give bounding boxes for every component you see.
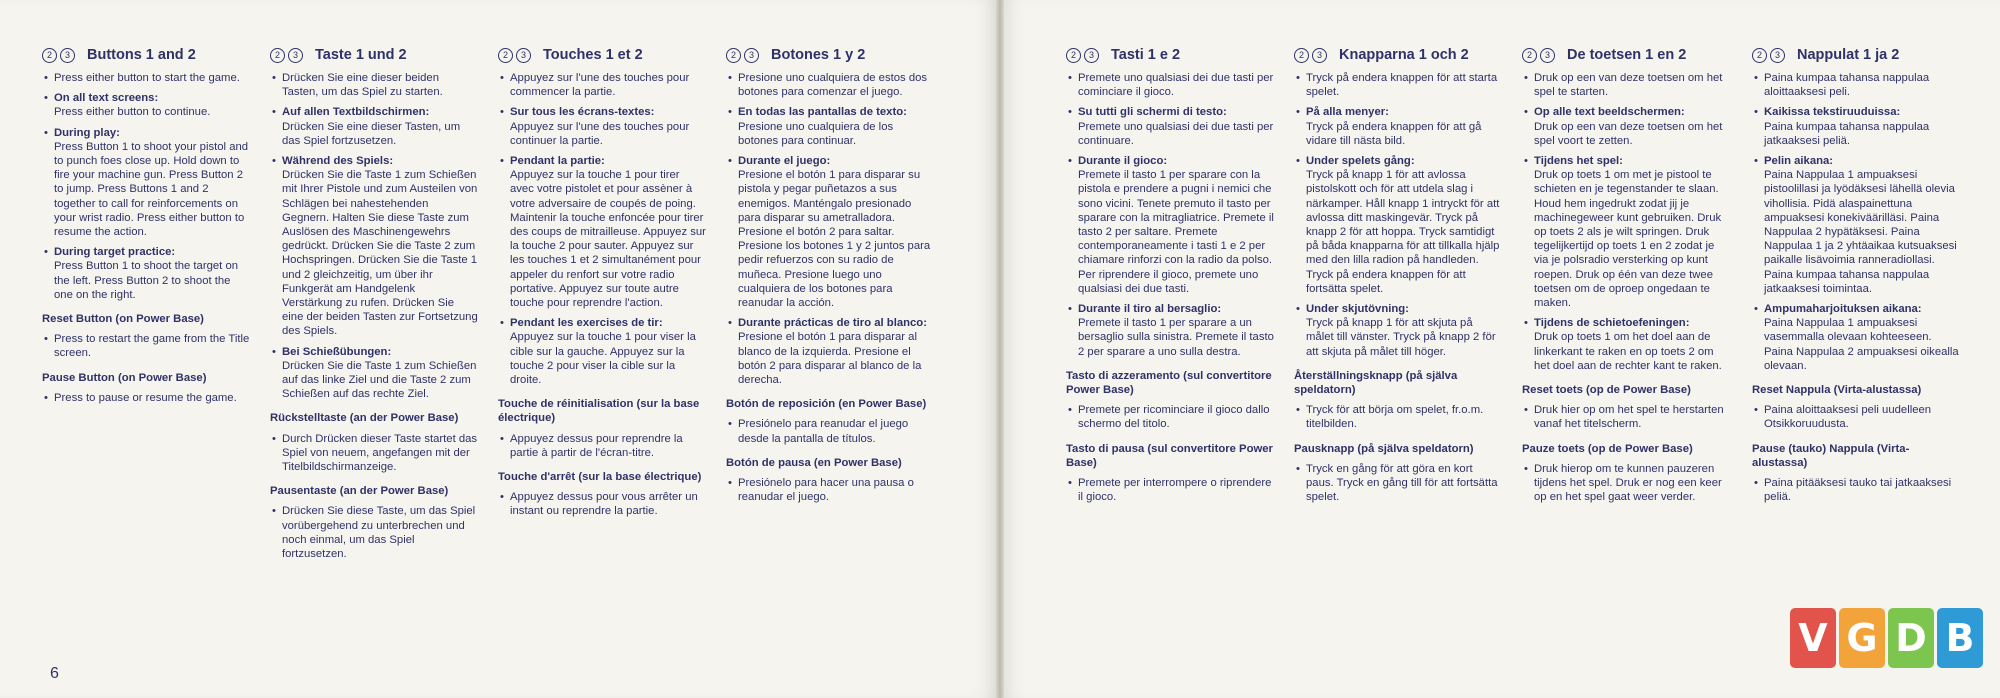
instruction-text: • Tryck på endera knappen för att starta spelet. — [1306, 72, 1498, 99]
instruction-item — [270, 345, 478, 402]
instruction-item — [42, 71, 250, 85]
section-item: • Drücken Sie diese Taste, um das Spiel vorübergehend zu unterbrechen und noch einmal, um das Spiel fortzusetzen. — [270, 504, 478, 561]
column-3 — [498, 48, 706, 525]
instruction-item — [1752, 302, 1960, 373]
section-list — [270, 504, 478, 561]
instruction-text: Presione uno cualquiera de los botones para continuar. — [738, 120, 894, 147]
instruction-item — [1294, 302, 1502, 359]
instruction-item — [1752, 71, 1960, 99]
controller-button-icon: 3 — [288, 48, 303, 63]
column-4 — [726, 48, 934, 510]
controller-button-icon: 3 — [516, 48, 531, 63]
logo-tile-d: D — [1888, 608, 1934, 668]
instruction-item — [1522, 154, 1730, 310]
instruction-item — [1066, 71, 1274, 99]
controller-button-icon: 3 — [1312, 48, 1327, 63]
section-list — [726, 476, 934, 504]
instruction-item — [726, 105, 934, 148]
section-heading: Reset Nappula (Virta-alustassa) — [1752, 384, 1922, 397]
instruction-text: Appuyez sur l'une des touches pour continuer la partie. — [510, 120, 690, 147]
instruction-text: • Premete uno qualsiasi dei due tasti per cominciare il gioco. — [1078, 72, 1274, 99]
instruction-item — [498, 154, 706, 310]
controller-button-icon: 3 — [1540, 48, 1555, 63]
instruction-item — [1294, 154, 1502, 296]
instruction-text: Drücken Sie die Taste 1 zum Schießen auf das linke Ziel und die Taste 2 zum Schießen auf das rechte Ziel. — [282, 359, 477, 401]
instruction-title: • Durante el juego: — [738, 155, 831, 168]
instruction-text: • Press either button to start the game. — [54, 72, 240, 84]
instruction-text: Press Button 1 to shoot the target on the left. Press Button 2 to shoot the one on the right. — [54, 260, 239, 301]
section-heading: Pausknapp (på själva speldatorn) — [1294, 442, 1474, 455]
instruction-item — [270, 154, 478, 339]
section-item: • Premete per interrompere o riprendere il gioco. — [1066, 476, 1274, 504]
button-instructions-list — [1522, 71, 1730, 373]
instruction-title: • Pendant les exercises de tir: — [510, 317, 663, 330]
instruction-item — [726, 71, 934, 99]
controller-button-icon: 2 — [270, 48, 285, 63]
column-8 — [1752, 48, 1960, 510]
button-instructions-list — [1752, 71, 1960, 373]
controller-button-icon: 3 — [1770, 48, 1785, 63]
instruction-text: Press Button 1 to shoot your pistol and to punch foes close up. Hold down to fire your machine gun. Press Button 2 to jump. Press Buttons 1 and 2 together to call for reinforcements on your wrist radio. Press either button to resume the action. — [54, 140, 249, 239]
instruction-title: • Durante il gioco: — [1078, 155, 1168, 168]
instruction-title: • Bei Schießübungen: — [282, 345, 392, 358]
column-heading — [1066, 48, 1274, 63]
section-list — [1294, 462, 1502, 505]
section-list — [726, 417, 934, 445]
instruction-item — [498, 105, 706, 148]
column-title: Botones 1 y 2 — [771, 47, 866, 64]
section-heading: Touche d'arrêt (sur la base électrique) — [498, 471, 702, 484]
instruction-text: Press either button to continue. — [54, 106, 211, 119]
instruction-item — [1522, 71, 1730, 99]
controller-button-icon: 2 — [726, 48, 741, 63]
instruction-item — [726, 154, 934, 310]
instruction-title: • På alla menyer: — [1306, 106, 1389, 119]
instruction-title: • Pendant la partie: — [510, 155, 605, 168]
column-heading — [1294, 48, 1502, 63]
instruction-text: Tryck på knapp 1 för att skjuta på målet till vänster. Tryck på knapp 2 för att skjuta på målet till höger. — [1306, 317, 1496, 358]
section-heading: Botón de pausa (en Power Base) — [726, 456, 902, 469]
instruction-text: Presione el botón 1 para disparar su pistola y pegar puñetazos a sus enemigos. Manténgalo presionado para disparar su ametralladora. Presione el botón 2 para saltar. Presione los botones 1 y 2 juntos para pedir refuerzos con su radio de muñeca. Presione luego uno cualquiera de los botones para reanudar la acción. — [738, 169, 931, 310]
section-heading: Pause (tauko) Nappula (Virta-alustassa) — [1752, 442, 1910, 469]
section-heading: Reset toets (op de Power Base) — [1522, 384, 1691, 397]
column-heading — [1522, 48, 1730, 63]
instruction-text: • Druk op een van deze toetsen om het spel te starten. — [1534, 72, 1723, 99]
instruction-item — [1522, 105, 1730, 148]
section-list — [42, 332, 250, 360]
section-list — [1294, 403, 1502, 431]
section-heading: Rückstelltaste (an der Power Base) — [270, 412, 459, 425]
instruction-title: • Kaikissa tekstiruuduissa: — [1764, 106, 1901, 119]
section-item: • Paina aloittaaksesi peli uudelleen Otsikkoruudusta. — [1752, 403, 1960, 431]
section-list — [1066, 476, 1274, 504]
column-heading — [42, 48, 250, 63]
instruction-item — [270, 71, 478, 99]
instruction-text: Paina Nappulaa 1 ampuaksesi vasemmalla olevaan kohteeseen. Paina Nappulaa 2 ampuaksesi oikealla olevaan. — [1764, 317, 1959, 372]
logo-tile-v: V — [1790, 608, 1836, 668]
instruction-text: Appuyez sur la touche 1 pour viser la cible sur la gauche. Appuyez sur la touche 2 pour viser la cible sur la droite. — [510, 331, 696, 387]
section-item: • Appuyez dessus pour reprendre la partie à partir de l'écran-titre. — [498, 432, 706, 460]
instruction-title: • During target practice: — [54, 246, 176, 259]
instruction-title: • En todas las pantallas de texto: — [738, 106, 907, 119]
column-title: Nappulat 1 ja 2 — [1797, 47, 1900, 64]
instruction-item — [1066, 105, 1274, 148]
instruction-text: Tryck på endera knappen för att gå vidare till nästa bild. — [1306, 120, 1482, 147]
button-instructions-list — [498, 71, 706, 387]
controller-button-icon: 3 — [1084, 48, 1099, 63]
instruction-title: • Ampumaharjoituksen aikana: — [1764, 303, 1922, 316]
section-item: • Press to restart the game from the Title screen. — [42, 332, 250, 360]
instruction-item — [1752, 105, 1960, 148]
section-item: • Tryck för att börja om spelet, fr.o.m. titelbilden. — [1294, 403, 1502, 431]
section-item: • Presiónelo para reanudar el juego desde la pantalla de títulos. — [726, 417, 934, 445]
instruction-text: • Drücken Sie eine dieser beiden Tasten, um das Spiel zu starten. — [282, 72, 443, 99]
vgdb-logo — [1790, 608, 1983, 668]
section-list — [1066, 403, 1274, 431]
instruction-item — [1522, 316, 1730, 373]
controller-button-icon: 2 — [42, 48, 57, 63]
column-heading — [1752, 48, 1960, 63]
instruction-text: Presione el botón 1 para disparar al blanco de la izquierda. Presione el botón 2 para disparar al blanco de la derecha. — [738, 331, 922, 387]
section-item: • Durch Drücken dieser Taste startet das Spiel von neuem, angefangen mit der Titelbildschirmanzeige. — [270, 432, 478, 475]
instruction-title: • On all text screens: — [54, 92, 159, 105]
section-list — [1522, 403, 1730, 431]
instruction-text: Drücken Sie die Taste 1 zum Schießen mit Ihrer Pistole und zum Austeilen von Schlägen bei nahestehenden Gegnern. Halten Sie diese Taste zum Auslösen des Maschinengewehrs gedrückt. Drücken Sie die Taste 2 zum Hochspringen. Drücken Sie die Taste 1 und 2 gleichzeitig, um über ihr Funkgerät am Handgelenk Verstärkung zu rufen. Drücken Sie eine der beiden Tasten zur Fortsetzung des Spiels. — [282, 169, 478, 338]
instruction-text: Appuyez sur la touche 1 pour tirer avec votre pistolet et pour assèner à votre adversaire de coupés de poing. Maintenir la touche enfoncée pour tirer des coups de mitrailleuse. Appuyez sur la touche 2 pour sauter. Appuyez sur les touches 1 et 2 simultanément pour appeler du renfort sur votre radio portative. Appuyez sur toute autre touche pour reprendre l'action. — [510, 169, 706, 310]
instruction-item — [270, 105, 478, 148]
instruction-text: Druk op een van deze toetsen om het spel voort te zetten. — [1534, 120, 1723, 147]
instruction-text: Drücken Sie eine dieser Tasten, um das Spiel fortzusetzen. — [282, 120, 461, 147]
instruction-title: • Tijdens de schietoefeningen: — [1534, 317, 1690, 330]
section-heading: Reset Button (on Power Base) — [42, 313, 204, 326]
button-instructions-list — [42, 71, 250, 302]
instruction-item — [498, 71, 706, 99]
instruction-text: Tryck på knapp 1 för att avlossa pistolskott och för att utdela slag i närkamper. Håll knapp 1 intryckt för att avlossa ditt maskingevär. Tryck på knapp 2 för att hoppa. Tryck samtidigt på båda knapparna för att tillkalla hjälp med den lilla radion på handleden. Tryck på endera knappen för att fortsätta spelet. — [1306, 169, 1500, 295]
controller-button-icon: 3 — [744, 48, 759, 63]
column-title: Knapparna 1 och 2 — [1339, 47, 1469, 64]
instruction-title: • During play: — [54, 126, 120, 139]
section-item: • Tryck en gång för att göra en kort paus. Tryck en gång till för att fortsätta spelet. — [1294, 462, 1502, 505]
instruction-text: Paina Nappulaa 1 ampuaksesi pistoolillasi ja lyödäksesi lähellä olevia vihollisia. Pidä alaspainettuna ampuaksesi konekiväärilläsi. Paina Nappulaa 2 hypätäksesi. Paina Nappulaa 1 ja 2 yhtäaikaa kutsuaksesi paikalle lisävoimia ranneradiollasi. Paina kumpaa tahansa nappulaa jatkaaksesi toimintaa. — [1764, 169, 1957, 295]
column-heading — [498, 48, 706, 63]
instruction-item — [498, 316, 706, 387]
column-heading — [270, 48, 478, 63]
controller-button-icon: 2 — [498, 48, 513, 63]
button-instructions-list — [726, 71, 934, 387]
instruction-item — [1294, 71, 1502, 99]
instruction-item — [1066, 302, 1274, 359]
section-list — [498, 432, 706, 460]
column-title: Buttons 1 and 2 — [87, 47, 196, 64]
column-title: Touches 1 et 2 — [543, 47, 643, 64]
instruction-title: • Under spelets gång: — [1306, 155, 1415, 168]
section-item: • Druk hierop om te kunnen pauzeren tijdens het spel. Druk er nog een keer op en het spel gaat weer verder. — [1522, 462, 1730, 505]
controller-button-icon: 2 — [1522, 48, 1537, 63]
controller-button-icon: 3 — [60, 48, 75, 63]
instruction-title: • Während des Spiels: — [282, 155, 394, 168]
section-heading: Tasto di pausa (sul convertitore Power Base) — [1066, 442, 1273, 469]
section-heading: Botón de reposición (en Power Base) — [726, 398, 927, 411]
button-instructions-list — [1294, 71, 1502, 359]
instruction-item — [42, 126, 250, 240]
instruction-text: Druk op toets 1 om met je pistool te schieten en je tegenstander te slaan. Houd hem ingedrukt zodat jij je machinegeweer kunt gebruiken. Druk op toets 2 als je wilt springen. Druk tegelijkertijd op toets 1 en 2 zodat je via je polsradio versterking op kunt roepen. Druk op één van deze twee toetsen om de oproep ongedaan te maken. — [1534, 169, 1722, 310]
instruction-title: • Su tutti gli schermi di testo: — [1078, 106, 1227, 119]
section-list — [498, 490, 706, 518]
column-title: De toetsen 1 en 2 — [1567, 47, 1687, 64]
instruction-item — [726, 316, 934, 387]
column-6 — [1294, 48, 1502, 510]
section-heading: Touche de réinitialisation (sur la base électrique) — [498, 398, 700, 425]
section-heading: Pausentaste (an der Power Base) — [270, 485, 449, 498]
instruction-title: • Op alle text beeldschermen: — [1534, 106, 1685, 119]
controller-button-icon: 2 — [1066, 48, 1081, 63]
section-heading: Pauze toets (op de Power Base) — [1522, 442, 1693, 455]
controller-button-icon: 2 — [1752, 48, 1767, 63]
instruction-text: • Appuyez sur l'une des touches pour commencer la partie. — [510, 72, 690, 99]
instruction-text: Druk op toets 1 om het doel aan de linkerkant te raken en op toets 2 om het doel aan de rechter kant te raken. — [1534, 331, 1722, 372]
section-item: • Press to pause or resume the game. — [42, 391, 250, 405]
instruction-text: Premete il tasto 1 per sparare a un bersaglio sulla sinistra. Premete il tasto 2 per sparare a uno sulla destra. — [1078, 317, 1274, 358]
instruction-text: Premete uno qualsiasi dei due tasti per continuare. — [1078, 120, 1274, 147]
instruction-title: • Durante prácticas de tiro al blanco: — [738, 317, 927, 330]
column-2 — [270, 48, 478, 567]
section-item: • Appuyez dessus pour vous arrêter un instant ou reprendre la partie. — [498, 490, 706, 518]
column-5 — [1066, 48, 1274, 510]
section-item: • Presiónelo para hacer una pausa o reanudar el juego. — [726, 476, 934, 504]
instruction-title: • Tijdens het spel: — [1534, 155, 1623, 168]
column-7 — [1522, 48, 1730, 510]
section-list — [1752, 403, 1960, 431]
section-item: • Premete per ricominciare il gioco dallo schermo del titolo. — [1066, 403, 1274, 431]
instruction-text: • Paina kumpaa tahansa nappulaa aloittaaksesi peli. — [1764, 72, 1930, 99]
section-item: • Paina pitääksesi tauko tai jatkaaksesi peliä. — [1752, 476, 1960, 504]
column-1 — [42, 48, 250, 411]
button-instructions-list — [1066, 71, 1274, 359]
section-heading: Pause Button (on Power Base) — [42, 371, 207, 384]
section-list — [42, 391, 250, 405]
instruction-item — [42, 245, 250, 302]
column-heading — [726, 48, 934, 63]
section-heading: Tasto di azzeramento (sul convertitore Power Base) — [1066, 369, 1272, 397]
column-title: Taste 1 und 2 — [315, 47, 407, 64]
instruction-title: • Pelin aikana: — [1764, 155, 1834, 168]
instruction-text: Premete il tasto 1 per sparare con la pistola e prendere a pugni i nemici che sono vicini. Tenete premuto il tasto per sparare con la mitragliatrice. Premete il tasto 2 per saltare. Premete contemporaneamente i tasti 1 e 2 per chiamare rinforzi con la radio da polso. Per riprendere il gioco, premete uno qualsiasi dei due tasti. — [1078, 169, 1274, 295]
instruction-title: • Durante il tiro al bersaglio: — [1078, 303, 1222, 316]
instruction-title: • Sur tous les écrans-textes: — [510, 106, 655, 119]
book-gutter — [996, 0, 1004, 698]
instruction-item — [42, 91, 250, 119]
instruction-text: • Presione uno cualquiera de estos dos botones para comenzar el juego. — [738, 72, 928, 99]
logo-tile-g: G — [1839, 608, 1885, 668]
controller-button-icon: 2 — [1294, 48, 1309, 63]
section-item: • Druk hier op om het spel te herstarten vanaf het titelscherm. — [1522, 403, 1730, 431]
button-instructions-list — [270, 71, 478, 401]
page-number: 6 — [50, 665, 59, 682]
instruction-item — [1066, 154, 1274, 296]
instruction-text: Paina kumpaa tahansa nappulaa jatkaaksesi peliä. — [1764, 120, 1930, 147]
instruction-item — [1294, 105, 1502, 148]
section-heading: Återställningsknapp (på själva speldatorn) — [1294, 369, 1458, 397]
column-title: Tasti 1 e 2 — [1111, 47, 1181, 64]
instruction-title: • Under skjutövning: — [1306, 303, 1409, 316]
instruction-item — [1752, 154, 1960, 296]
section-list — [1522, 462, 1730, 505]
section-list — [270, 432, 478, 475]
instruction-title: • Auf allen Textbildschirmen: — [282, 106, 430, 119]
section-list — [1752, 476, 1960, 504]
logo-tile-b: B — [1937, 608, 1983, 668]
